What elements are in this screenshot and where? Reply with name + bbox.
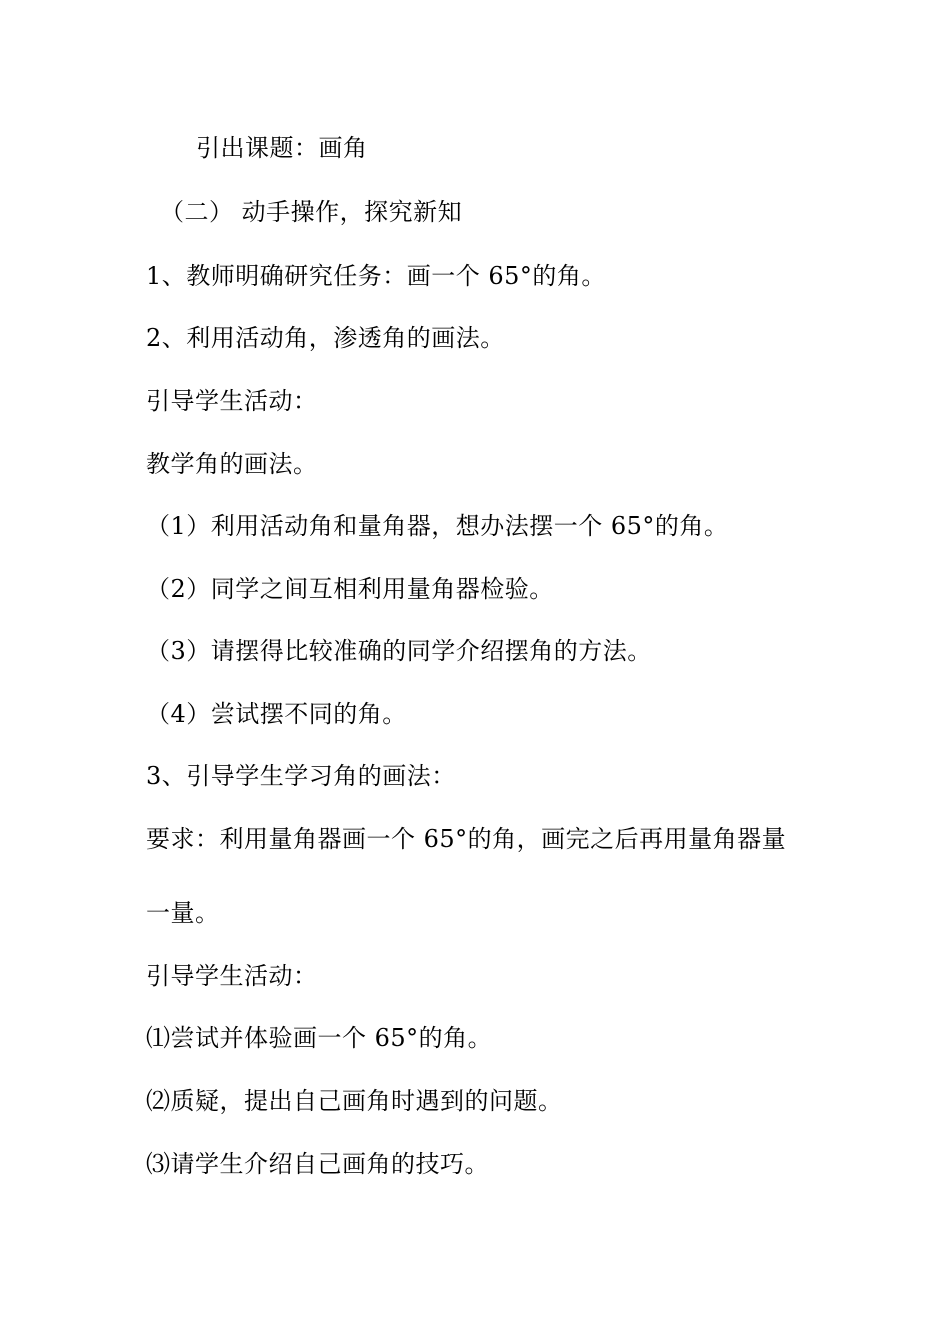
text-line-task: 1、教师明确研究任务：画一个 65°的角。	[146, 262, 606, 290]
section-heading: （二） 动手操作，探究新知	[160, 198, 463, 226]
text-line-requirement-continued: 一量。	[146, 899, 220, 927]
list-item-2: （2）同学之间互相利用量角器检验。	[146, 575, 554, 603]
numbered-item-3: ⑶请学生介绍自己画角的技巧。	[146, 1150, 489, 1178]
text-line-learn-drawing: 3、引导学生学习角的画法：	[146, 762, 456, 790]
list-item-4: （4）尝试摆不同的角。	[146, 700, 407, 728]
text-line-guide-students: 引导学生活动：	[146, 387, 318, 415]
text-line-guide-students-2: 引导学生活动：	[146, 962, 318, 990]
list-item-1: （1）利用活动角和量角器，想办法摆一个 65°的角。	[146, 512, 729, 540]
text-line-teach-method: 教学角的画法。	[146, 450, 318, 478]
numbered-item-2: ⑵质疑，提出自己画角时遇到的问题。	[146, 1087, 563, 1115]
list-item-3: （3）请摆得比较准确的同学介绍摆角的方法。	[146, 637, 652, 665]
text-line-intro-topic: 引出课题：画角	[196, 134, 368, 162]
text-line-requirement: 要求：利用量角器画一个 65°的角，画完之后再用量角器量	[146, 825, 787, 853]
numbered-item-1: ⑴尝试并体验画一个 65°的角。	[146, 1024, 493, 1052]
text-line-activity-angle: 2、利用活动角，渗透角的画法。	[146, 324, 505, 352]
